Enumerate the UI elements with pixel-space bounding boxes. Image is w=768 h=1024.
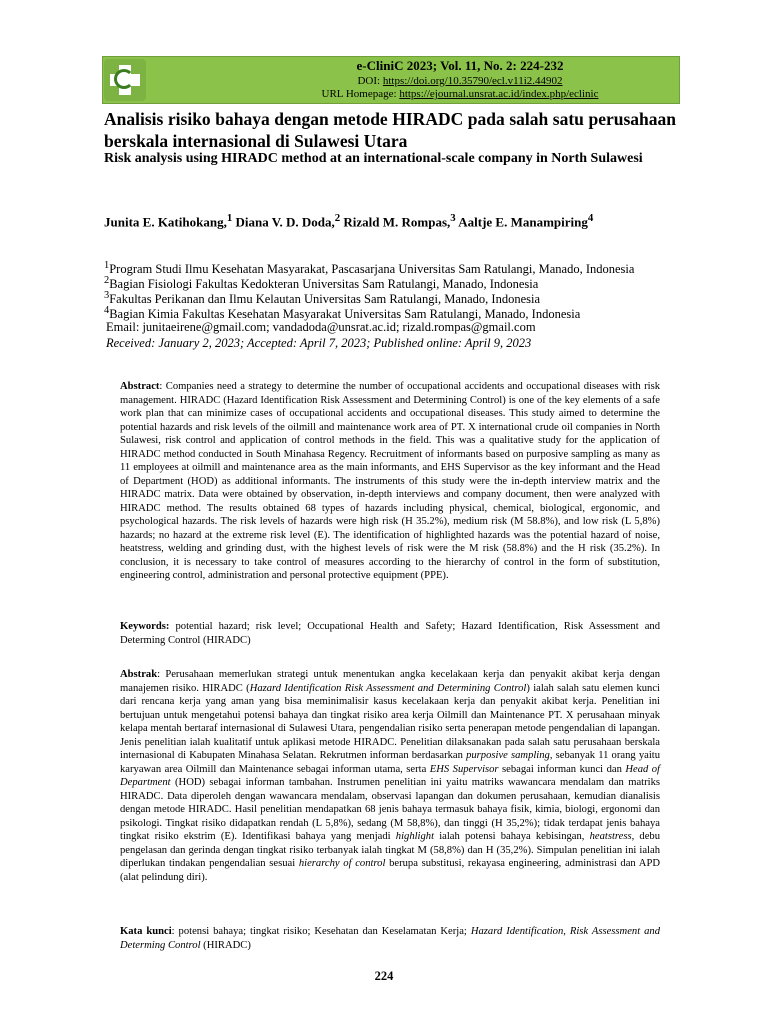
keywords-indonesian: Kata kunci: potensi bahaya; tingkat risiko; Kesehatan dan Keselamatan Kerja; Hazard Identification, Risk Assessment and Determing Control (HIRADC)	[120, 926, 660, 951]
publication-dates: Received: January 2, 2023; Accepted: April 7, 2023; Published online: April 9, 2023	[106, 336, 532, 350]
email-line: Email: junitaeirene@gmail.com; vandadoda@unsrat.ac.id; rizald.rompas@gmail.com	[106, 320, 536, 334]
affiliation-1: $^1$Program Studi Ilmu Kesehatan Masyarakat, Pascasarjana Universitas Sam Ratulangi, Manado, Indonesia	[104, 260, 635, 277]
author-name: Junita E. Katihokang,	[104, 214, 227, 230]
journal-citation: e-CliniC 2023; Vol. 11, No. 2: 224-232	[356, 58, 564, 73]
page-number: 224	[374, 969, 394, 983]
author-name: Diana V. D. Doda,	[232, 214, 335, 230]
article-title-indonesian: Analisis risiko bahaya dengan metode HIRADC pada salah satu perusahaan berskala internasional di Sulawesi Utara	[104, 109, 676, 151]
abstract-english: Abstract: Companies need a strategy to determine the number of occupational accidents and occupational diseases with risk management. HIRADC (Hazard Identification Risk Assessment and Determining Control) is one of the key elements of a safe work plan that can minimize cases of occupational accidents and occupational diseases. This study aimed to determine the potential hazards and risk levels of the oilmill and maintenance work area of PT. X international crude oil companies in North Sulawesi, risk control and application of control methods in the field. This was a qualitative study for the application of HIRADC method conducted in South Minahasa Regency. Recruitment of informants based on purposive sampling as many as 11 employees at oilmill and maintenance area as the main informants, and EHS Supervisor as the key informant and the Head of Department (HOD) as additional informants. The instruments of this study were the in-depth interview matrix and the HIRADC matrix. Data were obtained by observation, in-depth interviews and company document, then were analyzed with HIRADC method. The results obtained 68 types of hazards including physical, chemical, biological, ergonomic, and psychological hazards. The risk levels of hazards were high risk (H 35.2%), medium risk (M 58.8%), and low risk (L 5,8%) hazards; no hazard at the extreme risk level (E). The identification of highlighted hazards was the potential hazard of noise, heatstress, welding and grinding dust, with the highest levels of risk were the M risk (58.8%) and the H risk (35.2%). In conclusion, it is necessary to take control of measures according to the hierarchy of control in the form of substitution, engineering control, administration and personal protective equipment (PPE).	[120, 381, 660, 581]
affiliation-4: $^4$Bagian Kimia Fakultas Kesehatan Masyarakat Universitas Sam Ratulangi, Manado, Indonesia	[104, 305, 581, 322]
affiliation-2: $^2$Bagian Fisiologi Fakultas Kedokteran Universitas Sam Ratulangi, Manado, Indonesia	[104, 275, 539, 292]
abstract-indonesian: Abstrak: Perusahaan memerlukan strategi untuk menentukan angka kecelakaan kerja dan penyakit akibat kerja dengan manajemen risiko. HIRADC (Hazard Identification Risk Assessment and Determining Control) ialah salah satu elemen kunci dari rencana kerja yang aman yang bisa meminimalisir kasus kecelakaan kerja dan penyakit akibat kerja. Penelitian ini bertujuan untuk mengetahui potensi bahaya dan tingkat risiko area kerja Oilmill dan Maintenance PT. X perusahaan minyak kelapa mentah bertaraf internasional di Sulawesi Utara, pengendalian risiko serta penerapan metode pengendalian di lapangan. Jenis penelitian ialah kualitatif untuk aplikasi metode HIRADC. Penelitian dilaksanakan pada salah satu perusahaan berskala internasional di Kabupaten Minahasa Selatan. Rekrutmen informan berdasarkan purposive sampling, sebanyak 11 orang yaitu karyawan area Oilmill dan Maintenance sebagai informan utama, serta EHS Supervisor sebagai informan kunci dan Head of Department (HOD) sebagai informan tambahan. Instrumen penelitian ini yaitu matriks wawancara mendalam dan matriks HIRADC. Data diperoleh dengan wawancara mendalam, observasi lapangan dan dokumen perusahaan, kemudian dianalisis dengan metode HIRADC. Hasil penelitian mendapatkan 68 jenis bahaya termasuk bahaya fisik, kimia, biologi, ergonomi dan psikologi. Tingkat risiko didapatkan rendah (L 5,8%), sedang (M 58,8%), dan tinggi (H 35,2%); tidak terdapat jenis bahaya tingkat risiko ekstrim (E). Identifikasi bahaya yang menjadi highlight ialah potensi bahaya kebisingan, heatstress, debu pengelasan dan gerinda dengan tingkat risiko terbanyak ialah tingkat M (58,8%) dan H (35,2%). Simpulan penelitian ini ialah diperlukan tindakan pengendalian sesuai hierarchy of control berupa substitusi, rekayasa engineering, administrasi dan APD (alat pelindung diri).	[120, 669, 660, 883]
author-name: Rizald M. Rompas,	[340, 214, 451, 230]
article-title-english: Risk analysis using HIRADC method at an international-scale company in North Sulawesi	[104, 151, 643, 166]
doi-link[interactable]: https://doi.org/10.35790/ecl.v11i2.44902	[382, 75, 563, 87]
homepage-line: URL Homepage: https://ejournal.unsrat.ac.id/index.php/eclinic	[321, 88, 599, 100]
doi-line: DOI: https://doi.org/10.35790/ecl.v11i2.44902	[357, 75, 563, 87]
author-list: Junita E. Katihokang,$^1$ Diana V. D. Doda,$^2$ Rizald M. Rompas,$^3$ Aaltje E. Manampiring$^4$	[104, 212, 594, 230]
homepage-link[interactable]: https://ejournal.unsrat.ac.id/index.php/eclinic	[399, 88, 599, 100]
author-name: Aaltje E. Manampiring	[455, 214, 588, 230]
keywords-english: Keywords: potential hazard; risk level; Occupational Health and Safety; Hazard Identification, Risk Assessment and Determing Control (HIRADC)	[120, 621, 660, 646]
affiliation-3: $^3$Fakultas Perikanan dan Ilmu Kelautan Universitas Sam Ratulangi, Manado, Indonesia	[104, 290, 541, 307]
journal-logo-icon	[104, 59, 146, 101]
